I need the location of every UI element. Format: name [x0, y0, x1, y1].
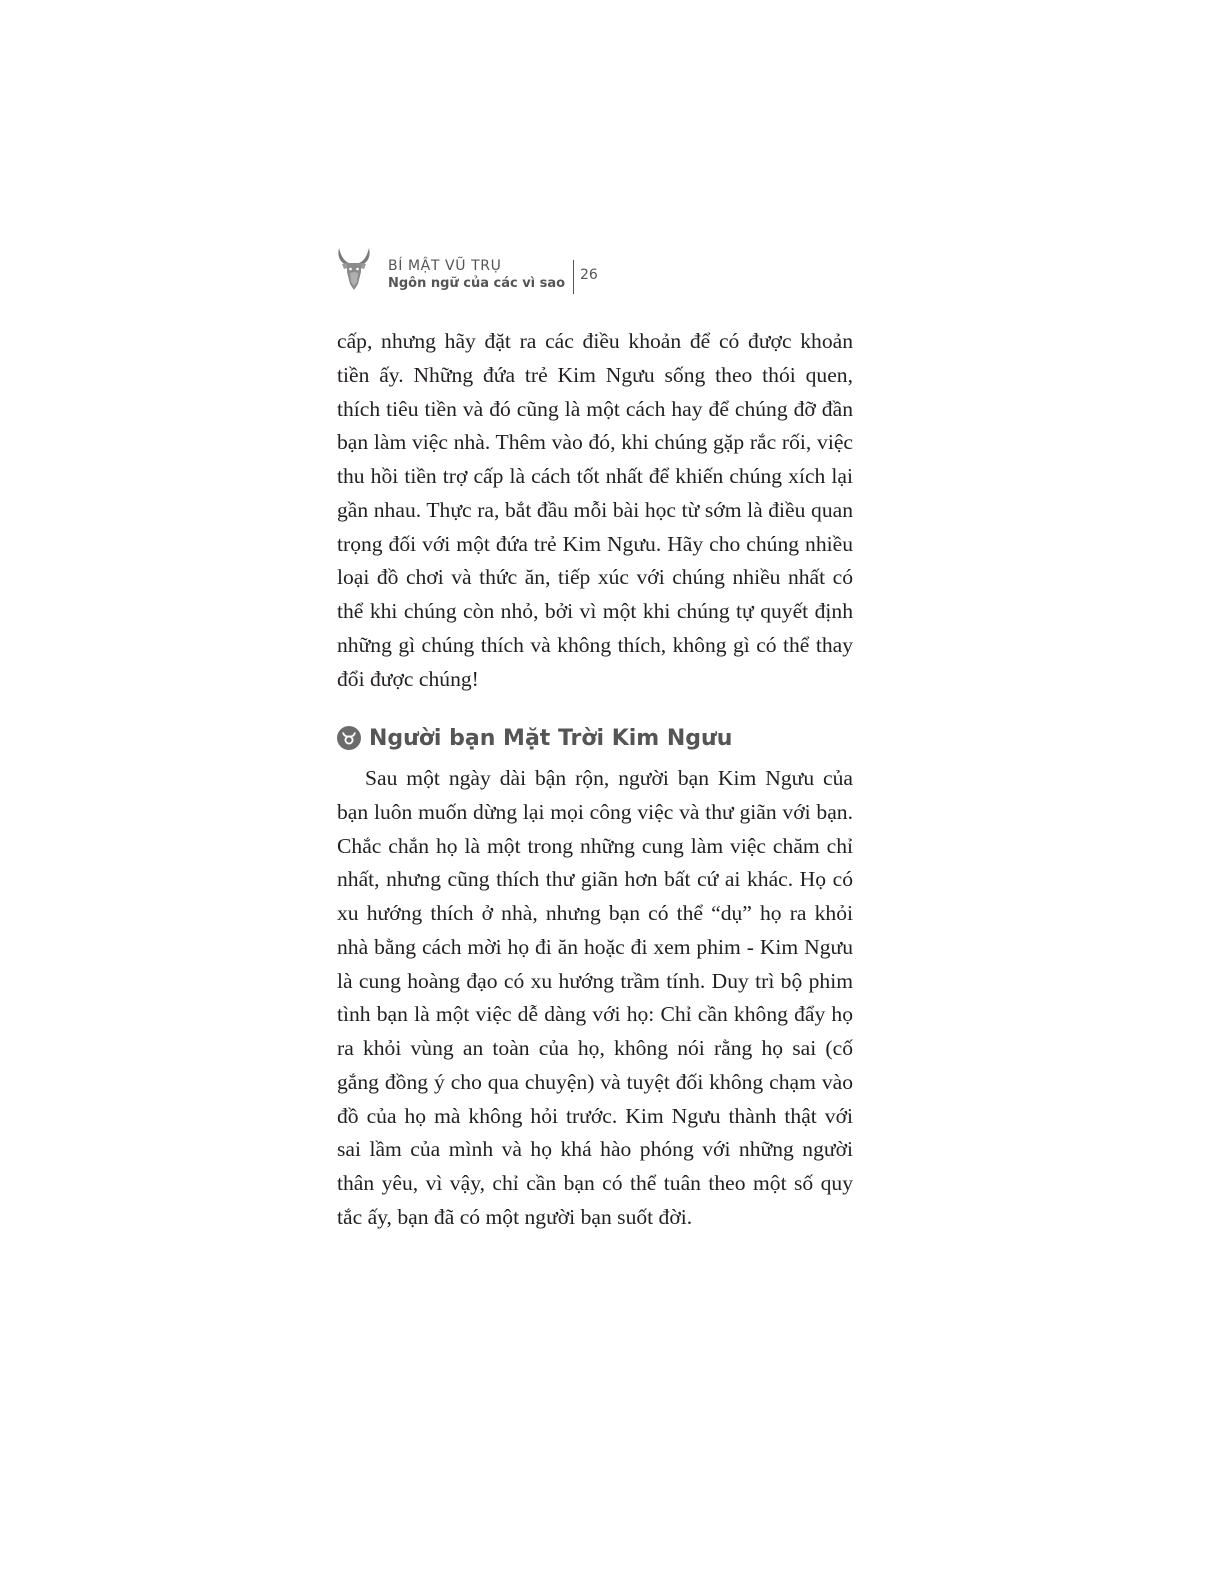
- running-header: [336, 246, 636, 298]
- header-text: [388, 258, 565, 292]
- header-divider: [573, 260, 574, 294]
- section-heading: [337, 720, 857, 756]
- book-subtitle: Ngôn ngữ của các vì sao: [388, 276, 566, 291]
- paragraph-2: Sau một ngày dài bận rộn, người bạn Kim Ngưu của bạn luôn muốn dừng lại mọi công việc và thư giãn với bạn. Chắc chắn họ là một trong những cung làm việc chăm chỉ nhất, nhưng cũng thích thư giãn hơn bất cứ ai khác. Họ có xu hướng thích ở nhà, nhưng bạn có thể “dụ” họ ra khỏi nhà bằng cách mời họ đi ăn hoặc đi xem phim - Kim Ngưu là cung hoàng đạo có xu hướng trầm tính. Duy trì bộ phim tình bạn là một việc dễ dàng với họ: Chỉ cần không đẩy họ ra khỏi vùng an toàn của họ, không nói rằng họ sai (cố gắng đồng ý cho qua chuyện) và tuyệt đối không chạm vào đồ của họ mà không hỏi trước. Kim Ngưu thành thật với sai lầm của mình và họ khá hào phóng với những người thân yêu, vì vậy, chỉ cần bạn có thể tuân theo một số quy tắc ấy, bạn đã có một người bạn suốt đời.: [337, 766, 853, 1229]
- section-heading-text: Người bạn Mặt Trời Kim Ngưu: [369, 725, 733, 751]
- paragraph-1: cấp, nhưng hãy đặt ra các điều khoản để có được khoản tiền ấy. Những đứa trẻ Kim Ngưu sống theo thói quen, thích tiêu tiền và đó cũng là một cách hay để chúng đỡ đần bạn làm việc nhà. Thêm vào đó, khi chúng gặp rắc rối, việc thu hồi tiền trợ cấp là cách tốt nhất để khiến chúng xích lại gần nhau. Thực ra, bắt đầu mỗi bài học từ sớm là điều quan trọng đối với một đứa trẻ Kim Ngưu. Hãy cho chúng nhiều loại đồ chơi và thức ăn, tiếp xúc với chúng nhiều nhất có thể khi chúng còn nhỏ, bởi vì một khi chúng tự quyết định những gì chúng thích và không thích, không gì có thể thay đổi được chúng!: [337, 329, 853, 691]
- taurus-symbol-icon: [337, 726, 361, 750]
- taurus-glyph: [341, 730, 357, 746]
- book-title: BÍ MẬT VŨ TRỤ: [388, 258, 502, 274]
- bull-head-icon: [336, 246, 372, 292]
- page-number: 26: [580, 267, 598, 283]
